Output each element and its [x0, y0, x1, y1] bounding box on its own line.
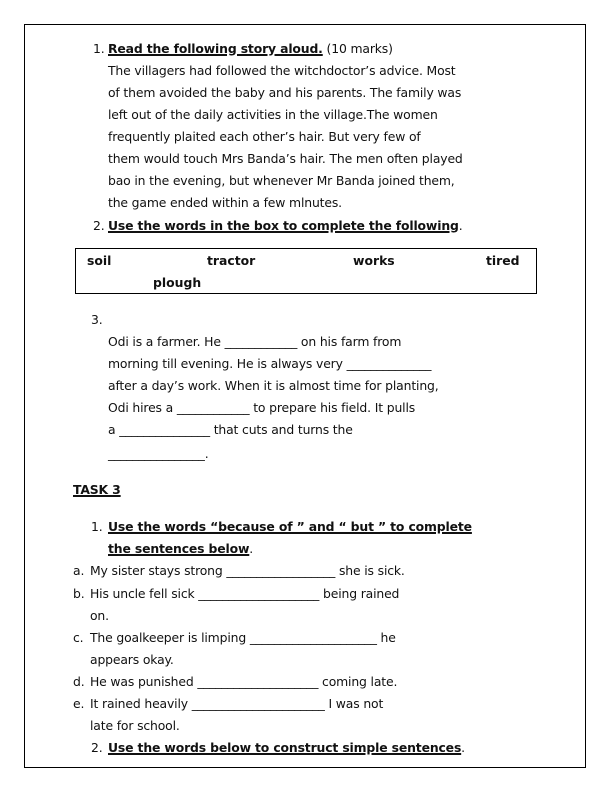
q2-heading: Use the words in the box to complete the following — [108, 218, 459, 233]
sentence-letter: a. — [73, 563, 85, 578]
right-border — [585, 24, 586, 767]
sentence-d: He was punished ____________________ coming late. — [90, 674, 398, 689]
word-plough: plough — [153, 275, 202, 290]
story-line: frequently plaited each other’s hair. But very few of — [108, 129, 421, 144]
q3-number: 3. — [91, 312, 103, 327]
task3-q1-number: 1. — [91, 519, 103, 534]
sentence-b: His uncle fell sick ____________________ being rained — [90, 586, 400, 601]
sentence-c-cont: appears okay. — [90, 652, 174, 667]
bottom-border — [24, 767, 586, 768]
task3-q2-number: 2. — [91, 740, 103, 755]
q1-number: 1. — [93, 41, 105, 56]
sentence-a: My sister stays strong __________________ she is sick. — [90, 563, 405, 578]
task3-q1-heading-line2 — [108, 541, 253, 557]
q1-heading: Read the following story aloud. — [108, 41, 323, 56]
q3-line: Odi hires a ____________ to prepare his field. It pulls — [108, 400, 416, 415]
q2-number: 2. — [93, 218, 105, 233]
word-tired: tired — [486, 253, 520, 268]
q3-line: after a day’s work. When it is almost time for planting, — [108, 378, 439, 393]
q2-period: . — [458, 218, 463, 233]
sentence-e: It rained heavily ______________________ I was not — [90, 696, 384, 711]
task3-q1-period: . — [249, 541, 254, 556]
task3-q1-heading: Use the words “because of ” and “ but ” to complete — [108, 519, 472, 534]
task3-title: TASK 3 — [73, 482, 121, 497]
task3-q2-heading: Use the words below to construct simple sentences — [108, 740, 462, 755]
q3-line: ________________. — [108, 446, 209, 461]
q3-line: morning till evening. He is always very ______________ — [108, 356, 432, 371]
sentence-letter: b. — [73, 586, 85, 601]
sentence-letter: d. — [73, 674, 85, 689]
story-line: left out of the daily activities in the village.The women — [108, 107, 438, 122]
task3-q1-heading-cont: the sentences below — [108, 541, 250, 556]
sentence-letter: e. — [73, 696, 85, 711]
story-line: The villagers had followed the witchdoctor’s advice. Most — [108, 63, 456, 78]
task3-q2-heading-line — [108, 740, 465, 756]
sentence-letter: c. — [73, 630, 84, 645]
q2-heading-line — [108, 218, 463, 234]
left-border — [24, 24, 25, 767]
word-tractor: tractor — [207, 253, 256, 268]
q1-heading-line — [108, 41, 393, 57]
top-border — [24, 24, 586, 25]
q1-marks: (10 marks) — [322, 41, 393, 56]
sentence-e-cont: late for school. — [90, 718, 180, 733]
word-works: works — [353, 253, 395, 268]
word-soil: soil — [87, 253, 112, 268]
word-box — [75, 248, 537, 294]
story-line: the game ended within a few mlnutes. — [108, 195, 342, 210]
q3-line: a _______________ that cuts and turns the — [108, 422, 353, 437]
story-line: bao in the evening, but whenever Mr Banda joined them, — [108, 173, 455, 188]
q3-line: Odi is a farmer. He ____________ on his farm from — [108, 334, 402, 349]
story-line: of them avoided the baby and his parents. The family was — [108, 85, 462, 100]
sentence-c: The goalkeeper is limping _____________________ he — [90, 630, 396, 645]
task3-q2-period: . — [461, 740, 465, 755]
sentence-b-cont: on. — [90, 608, 109, 623]
story-line: them would touch Mrs Banda’s hair. The men often played — [108, 151, 463, 166]
